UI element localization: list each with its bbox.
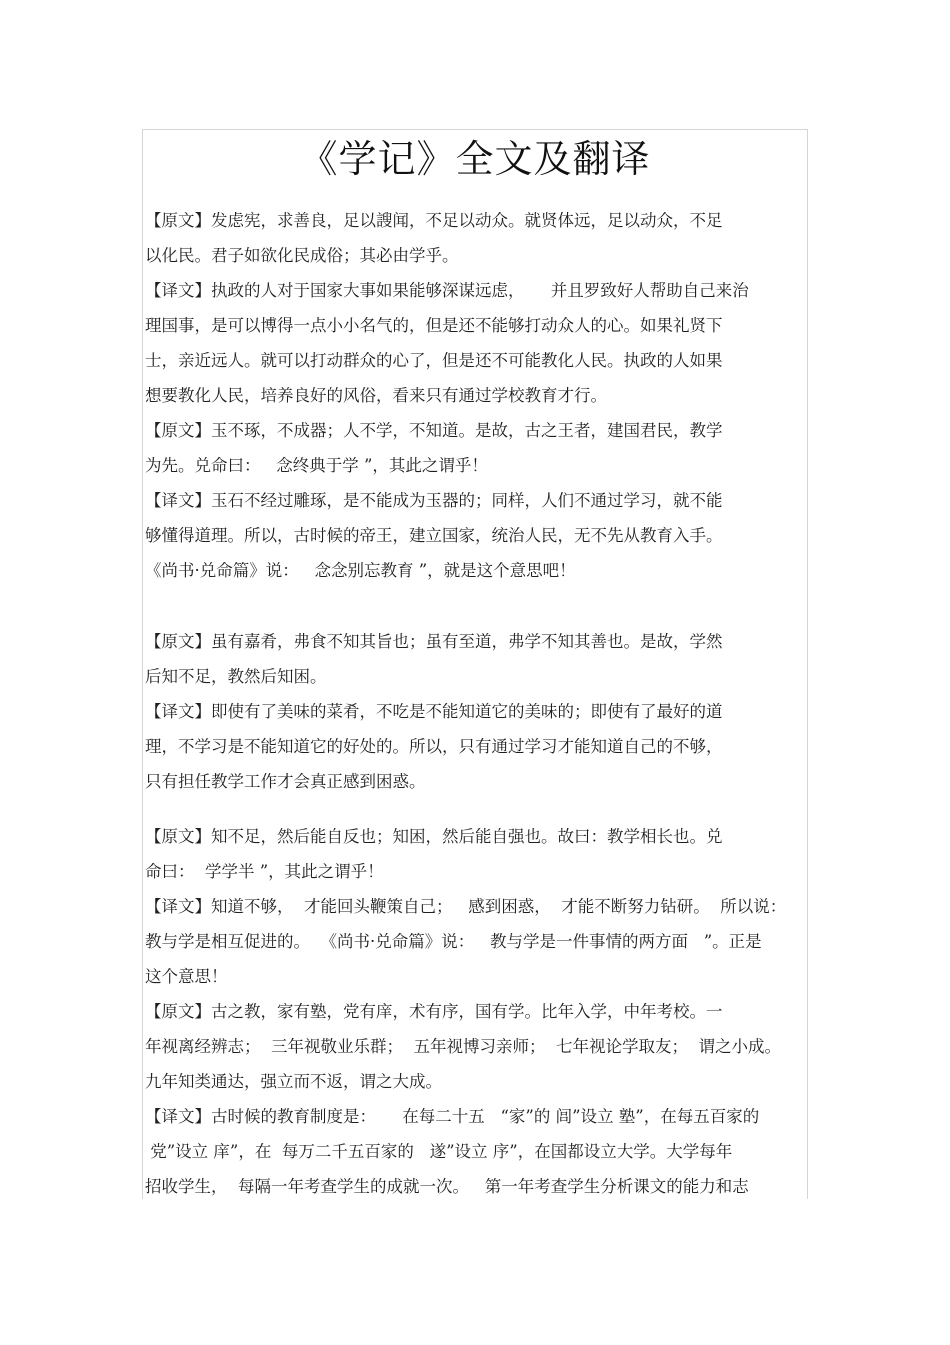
text-line: 【原文】古之教，家有塾，党有庠，术有序，国有学。比年入学，中年考校。一 (145, 1002, 723, 1021)
paragraph-translation-2 (145, 483, 809, 588)
document-title: 《学记》全文及翻译 (299, 137, 651, 181)
document-page (142, 129, 808, 1199)
text-line: 【译文】古时候的教育制度是： 在每二十五 “家”的 闾”设立 塾”，在每五百家的 (145, 1107, 760, 1126)
paragraph-translation-4 (145, 889, 809, 994)
paragraph-original-2 (145, 413, 809, 483)
text-line: 士，亲近远人。就可以打动群众的心了，但是还不可能教化人民。执政的人如果 (145, 351, 723, 370)
text-line: 只有担任教学工作才会真正感到困惑。 (145, 772, 426, 791)
text-line: 理，不学习是不能知道它的好处的。所以，只有通过学习才能知道自己的不够， (145, 737, 723, 756)
text-line: 【原文】玉不琢，不成器；人不学，不知道。是故，古之王者，建国君民，教学 (145, 421, 723, 440)
text-line: 理国事，是可以博得一点小小名气的，但是还不能够打动众人的心。如果礼贤下 (145, 316, 723, 335)
text-line: 以化民。君子如欲化民成俗；其必由学乎。 (145, 246, 459, 265)
text-line: 【原文】发虑宪，求善良，足以謏闻，不足以动众。就贤体远，足以动众，不足 (145, 211, 723, 230)
text-line: 教与学是相互促进的。 《尚书·兑命篇》说： 教与学是一件事情的两方面 ”。正是 (145, 932, 762, 951)
text-line: 年视离经辨志； 三年视敬业乐群； 五年视博习亲师； 七年视论学取友； 谓之小成。 (145, 1037, 781, 1056)
text-line: 【原文】知不足，然后能自反也；知困，然后能自强也。故曰：教学相长也。兑 (145, 827, 723, 846)
text-line: 命曰： 学学半 ”，其此之谓乎！ (145, 862, 384, 881)
paragraph-original-5 (145, 994, 809, 1099)
text-line: 想要教化人民，培养良好的风俗，看来只有通过学校教育才行。 (145, 386, 607, 405)
paragraph-original-4 (145, 819, 809, 889)
text-line: 《尚书·兑命篇》说： 念念别忘教育 ”，就是这个意思吧！ (145, 561, 576, 580)
paragraph-translation-3 (145, 694, 809, 799)
text-line: 【译文】执政的人对于国家大事如果能够深谋远虑， 并且罗致好人帮助自己来治 (145, 281, 749, 300)
text-line: 【原文】虽有嘉肴，弗食不知其旨也；虽有至道，弗学不知其善也。是故，学然 (145, 632, 723, 651)
text-line: 【译文】知道不够， 才能回头鞭策自己； 感到困惑， 才能不断努力钻研。 所以说： (145, 897, 787, 916)
paragraph-original-3 (145, 624, 809, 694)
paragraph-spacer (145, 588, 809, 624)
text-line: 招收学生， 每隔一年考查学生的成就一次。 第一年考查学生分析课文的能力和志 (145, 1177, 749, 1196)
text-line: 【译文】即使有了美味的菜肴，不吃是不能知道它的美味的；即使有了最好的道 (145, 702, 723, 721)
text-line: 为先。兑命曰： 念终典于学 ”，其此之谓乎！ (145, 456, 488, 475)
paragraph-spacer (145, 799, 809, 819)
text-line: 九年知类通达，强立而不返，谓之大成。 (145, 1072, 442, 1091)
text-line: 这个意思！ (145, 967, 228, 986)
paragraph-translation-1 (145, 273, 809, 413)
text-line: 够懂得道理。所以，古时候的帝王，建立国家，统治人民，无不先从教育入手。 (145, 526, 723, 545)
text-line: 党”设立 庠”，在 每万二千五百家的 遂”设立 序”，在国都设立大学。大学每年 (145, 1142, 733, 1161)
paragraph-translation-5 (145, 1099, 809, 1204)
paragraph-original-1 (145, 203, 809, 273)
document-body (145, 203, 809, 1204)
text-line: 【译文】玉石不经过雕琢，是不能成为玉器的；同样，人们不通过学习，就不能 (145, 491, 723, 510)
text-line: 后知不足，教然后知困。 (145, 667, 327, 686)
